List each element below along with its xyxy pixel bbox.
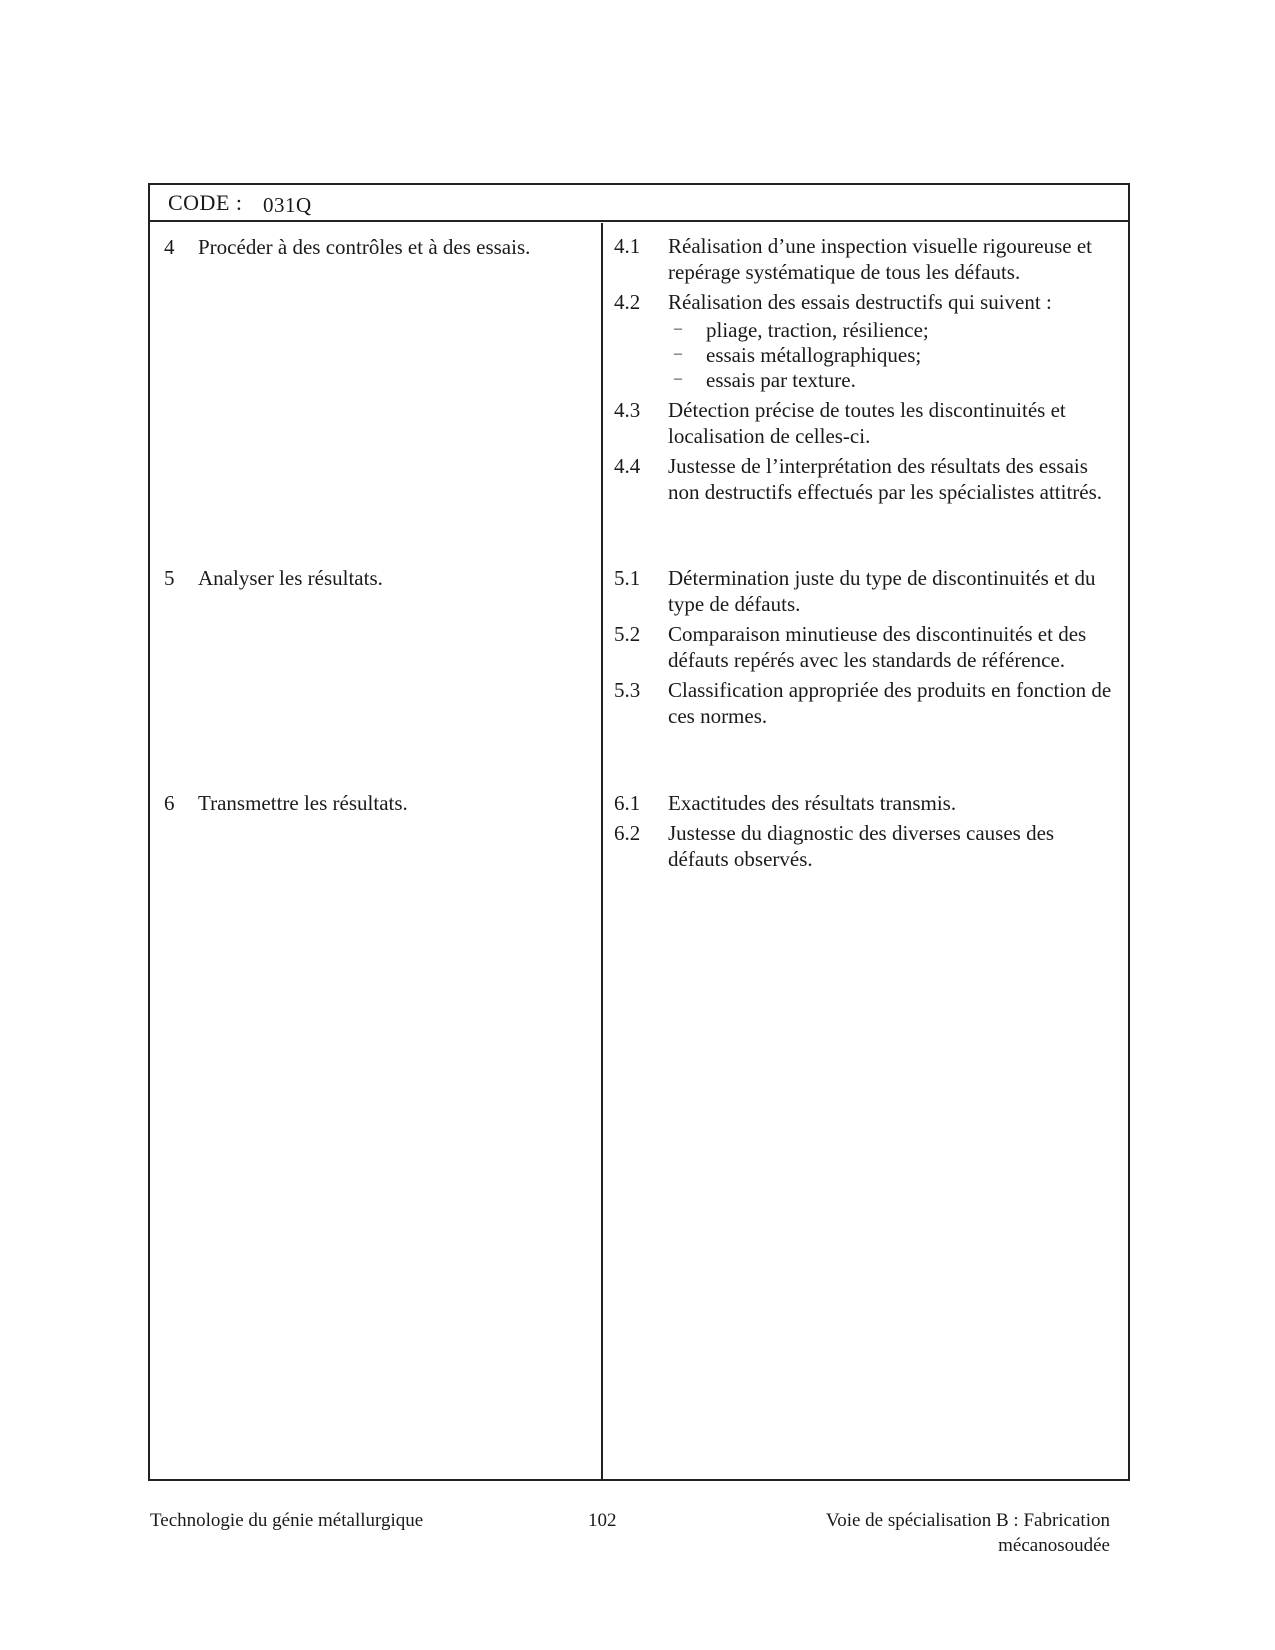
criteria-table: [148, 183, 1130, 1481]
criterion-5-3: [614, 677, 1114, 729]
criterion-number: 5.2: [614, 622, 641, 646]
sub-item: [668, 342, 1114, 368]
footer-specialization-line1: Voie de spécialisation B : Fabrication: [825, 1510, 1110, 1531]
footer-specialization-line2: mécanosoudée: [998, 1535, 1110, 1556]
criterion-number: 4.4: [614, 454, 641, 478]
code-value: 031Q: [263, 193, 312, 217]
criterion-number: 6.2: [614, 821, 641, 845]
criterion-4-2: [614, 289, 1114, 393]
criteria-group-6: [614, 790, 1114, 876]
criterion-text: Exactitudes des résultats transmis.: [668, 791, 957, 815]
step-label: Analyser les résultats.: [198, 566, 383, 590]
criterion-4-1: [614, 233, 1114, 285]
step-5: [164, 565, 383, 591]
criterion-number: 4.3: [614, 398, 641, 422]
step-label: Transmettre les résultats.: [198, 791, 408, 815]
criterion-number: 4.1: [614, 234, 641, 258]
step-number: 5: [164, 566, 175, 590]
criterion-4-4: [614, 453, 1114, 505]
criterion-number: 6.1: [614, 791, 641, 815]
step-number: 6: [164, 791, 175, 815]
dash-bullet: –: [674, 320, 682, 337]
page-number: 102: [588, 1510, 617, 1531]
sub-item-text: pliage, traction, résilience;: [706, 318, 929, 342]
footer-specialization: [826, 1508, 1110, 1558]
criterion-text: Classification appropriée des produits en fonction de ces normes.: [668, 678, 1112, 728]
criterion-text: Réalisation d’une inspection visuelle rigoureuse et repérage systématique de tous les défauts.: [668, 234, 1092, 284]
criterion-text: Justesse du diagnostic des diverses causes des défauts observés.: [668, 821, 1055, 871]
code-header: [150, 185, 1128, 222]
sub-item-text: essais métallographiques;: [706, 343, 922, 367]
sub-item-text: essais par texture.: [706, 368, 856, 392]
criterion-text: Détection précise de toutes les discontinuités et localisation de celles-ci.: [668, 398, 1066, 448]
criterion-4-3: [614, 397, 1114, 449]
step-6: [164, 790, 408, 816]
criterion-text: Justesse de l’interprétation des résultats des essais non destructifs effectués par les spécialistes attitrés.: [668, 454, 1103, 504]
column-divider: [601, 223, 603, 1481]
criterion-text: Réalisation des essais destructifs qui suivent :: [668, 290, 1052, 314]
criteria-group-4: [614, 233, 1114, 509]
criterion-number: 5.1: [614, 566, 641, 590]
dash-bullet: –: [674, 370, 682, 387]
criterion-text: Détermination juste du type de discontinuités et du type de défauts.: [668, 566, 1096, 616]
step-number: 4: [164, 235, 175, 259]
sub-item: [668, 367, 1114, 393]
criterion-text: Comparaison minutieuse des discontinuités et des défauts repérés avec les standards de référence.: [668, 622, 1087, 672]
criterion-number: 4.2: [614, 290, 641, 314]
criterion-5-2: [614, 621, 1114, 673]
criterion-6-2: [614, 820, 1114, 872]
sub-item: [668, 317, 1114, 343]
criterion-5-1: [614, 565, 1114, 617]
step-label: Procéder à des contrôles et à des essais.: [198, 235, 531, 259]
footer-program-title: Technologie du génie métallurgique: [150, 1510, 424, 1531]
criteria-group-5: [614, 565, 1114, 733]
code-label: CODE :: [168, 190, 243, 215]
criterion-6-1: [614, 790, 1114, 816]
dash-bullet: –: [674, 345, 682, 362]
criterion-number: 5.3: [614, 678, 641, 702]
step-4: [164, 234, 530, 260]
